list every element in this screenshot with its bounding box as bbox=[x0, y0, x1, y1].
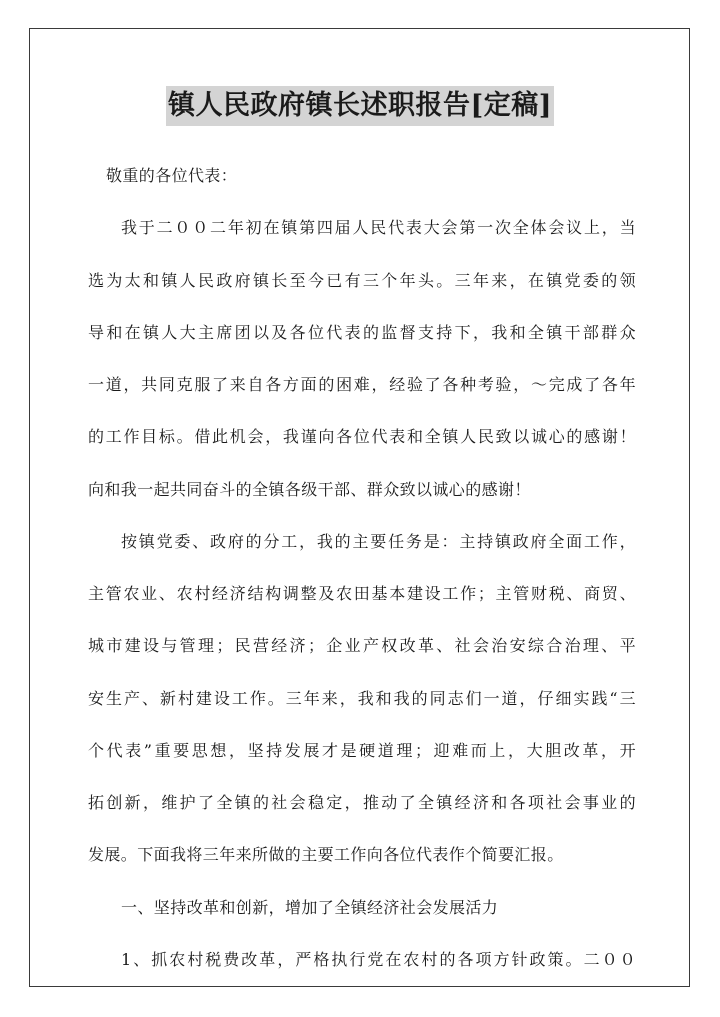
paragraph-line: 按镇党委、政府的分工，我的主要任务是：主持镇政府全面工作， bbox=[121, 531, 636, 551]
paragraph-line: 安生产、新村建设工作。三年来，我和我的同志们一道，仔细实践“三 bbox=[88, 688, 636, 708]
document-title-block bbox=[0, 84, 720, 126]
document-title: 镇人民政府镇长述职报告[定稿] bbox=[166, 86, 554, 126]
paragraph-line: 发展。下面我将三年来所做的主要工作向各位代表作个简要汇报。 bbox=[88, 845, 564, 865]
paragraph-line: 城市建设与管理；民营经济；企业产权改革、社会治安综合治理、平 bbox=[88, 636, 636, 656]
paragraph-line: 个代表”重要思想，坚持发展才是硬道理；迎难而上，大胆改革，开 bbox=[88, 740, 636, 760]
section-heading: 一、坚持改革和创新，增加了全镇经济社会发展活力 bbox=[121, 897, 499, 917]
paragraph-line: 1、抓农村税费改革，严格执行党在农村的各项方针政策。二００ bbox=[121, 949, 636, 969]
paragraph-line: 主管农业、农村经济结构调整及农田基本建设工作；主管财税、商贸、 bbox=[88, 584, 636, 603]
paragraph-line: 导和在镇人大主席团以及各位代表的监督支持下，我和全镇干部群众 bbox=[88, 322, 636, 342]
paragraph-line: 选为太和镇人民政府镇长至今已有三个年头。三年来，在镇党委的领 bbox=[88, 270, 636, 290]
paragraph-line: 我于二００二年初在镇第四届人民代表大会第一次全体会议上，当 bbox=[121, 218, 636, 238]
paragraph-line: 的工作目标。借此机会，我谨向各位代表和全镇人民致以诚心的感谢！ bbox=[88, 427, 636, 447]
paragraph-line: 一道，共同克服了来自各方面的困难，经验了各种考验，～完成了各年 bbox=[88, 375, 636, 394]
paragraph-line: 拓创新，维护了全镇的社会稳定，推动了全镇经济和各项社会事业的 bbox=[88, 793, 636, 812]
paragraph-line: 向和我一起共同奋斗的全镇各级干部、群众致以诚心的感谢！ bbox=[88, 479, 531, 499]
document-body bbox=[88, 150, 636, 986]
salutation: 敬重的各位代表： bbox=[106, 166, 238, 185]
